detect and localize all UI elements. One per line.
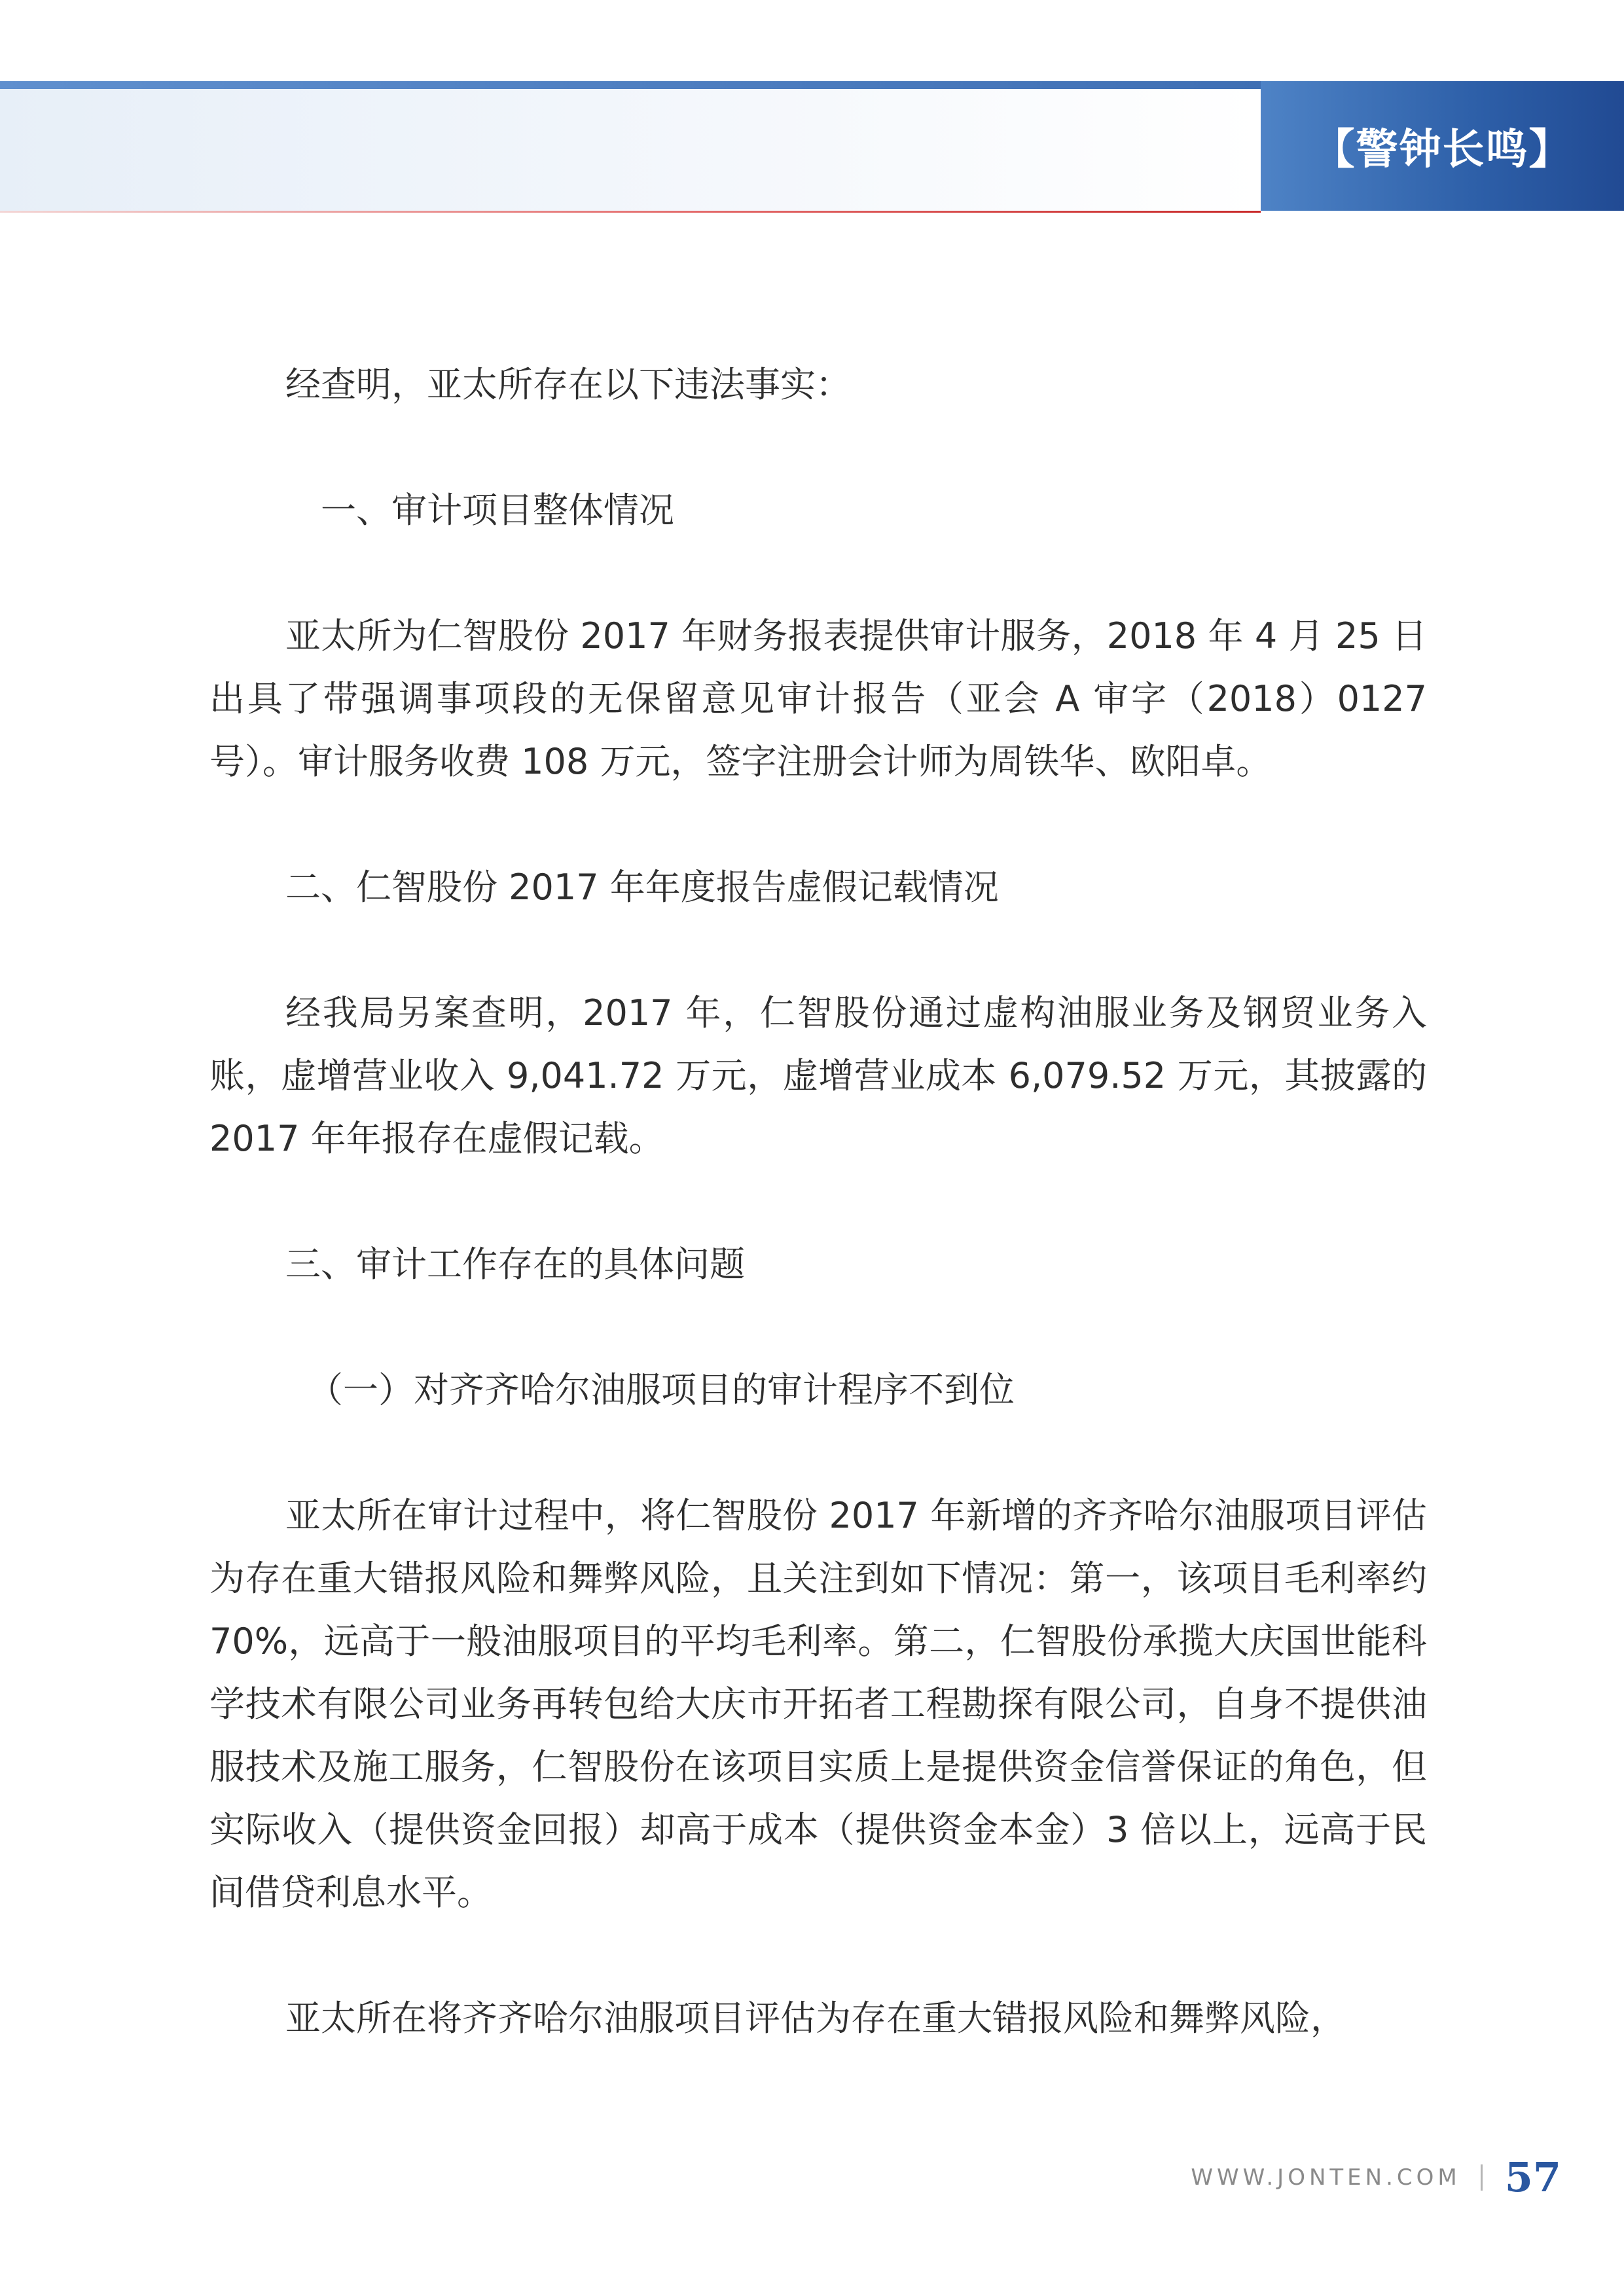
heading-section-2: 二、仁智股份 2017 年年度报告虚假记载情况 bbox=[285, 867, 999, 908]
article-body bbox=[209, 353, 1427, 2050]
header-accent-line bbox=[0, 211, 1261, 213]
page-footer bbox=[1191, 2153, 1561, 2201]
page-number: 57 bbox=[1504, 2153, 1561, 2201]
heading-section-1: 一、审计项目整体情况 bbox=[321, 490, 674, 531]
paragraph-continuation: 亚太所在将齐齐哈尔油服项目评估为存在重大错报风险和舞弊风险， bbox=[285, 1998, 1346, 2039]
heading-subsection-1: （一）对齐齐哈尔油服项目的审计程序不到位 bbox=[308, 1369, 1015, 1410]
paragraph-intro: 经查明，亚太所存在以下违法事实： bbox=[285, 364, 851, 405]
section-tag bbox=[1261, 81, 1624, 211]
paragraph-oil-service-project: 亚太所在审计过程中，将仁智股份 2017 年新增的齐齐哈尔油服项目评估为存在重大错报风险和舞弊风险，且关注到如下情况：第一，该项目毛利率约 70%，远高于一般油服项目的平均毛利率。第二，仁智股份承揽大庆国世能科学技术有限公司业务再转包给大庆市开拓者工程勘探有限公司，自身不提供油服技术及施工服务，仁智股份在该项目实质上是提供资金信誉保证的角色，但实际收入（提供资金回报）却高于成本（提供资金本金）3 倍以上，远高于民间借贷利息水平。 bbox=[209, 1495, 1427, 1913]
paragraph-audit-overview: 亚太所为仁智股份 2017 年财务报表提供审计服务，2018 年 4 月 25 日出具了带强调事项段的无保留意见审计报告（亚会 A 审字（2018）0127 号）。审计服务收费 108 万元，签字注册会计师为周铁华、欧阳卓。 bbox=[209, 615, 1427, 782]
section-tag-label: 【警钟长鸣】 bbox=[1312, 125, 1572, 174]
footer-website: WWW.JONTEN.COM bbox=[1191, 2164, 1461, 2191]
header-band bbox=[0, 89, 1261, 211]
footer-divider bbox=[1481, 2164, 1483, 2191]
paragraph-false-records: 经我局另案查明，2017 年，仁智股份通过虚构油服业务及钢贸业务入账，虚增营业收入 9,041.72 万元，虚增营业成本 6,079.52 万元，其披露的 2017 年年报存在虚假记载。 bbox=[209, 992, 1427, 1159]
heading-section-3: 三、审计工作存在的具体问题 bbox=[285, 1244, 745, 1285]
header-top-line bbox=[0, 81, 1261, 89]
